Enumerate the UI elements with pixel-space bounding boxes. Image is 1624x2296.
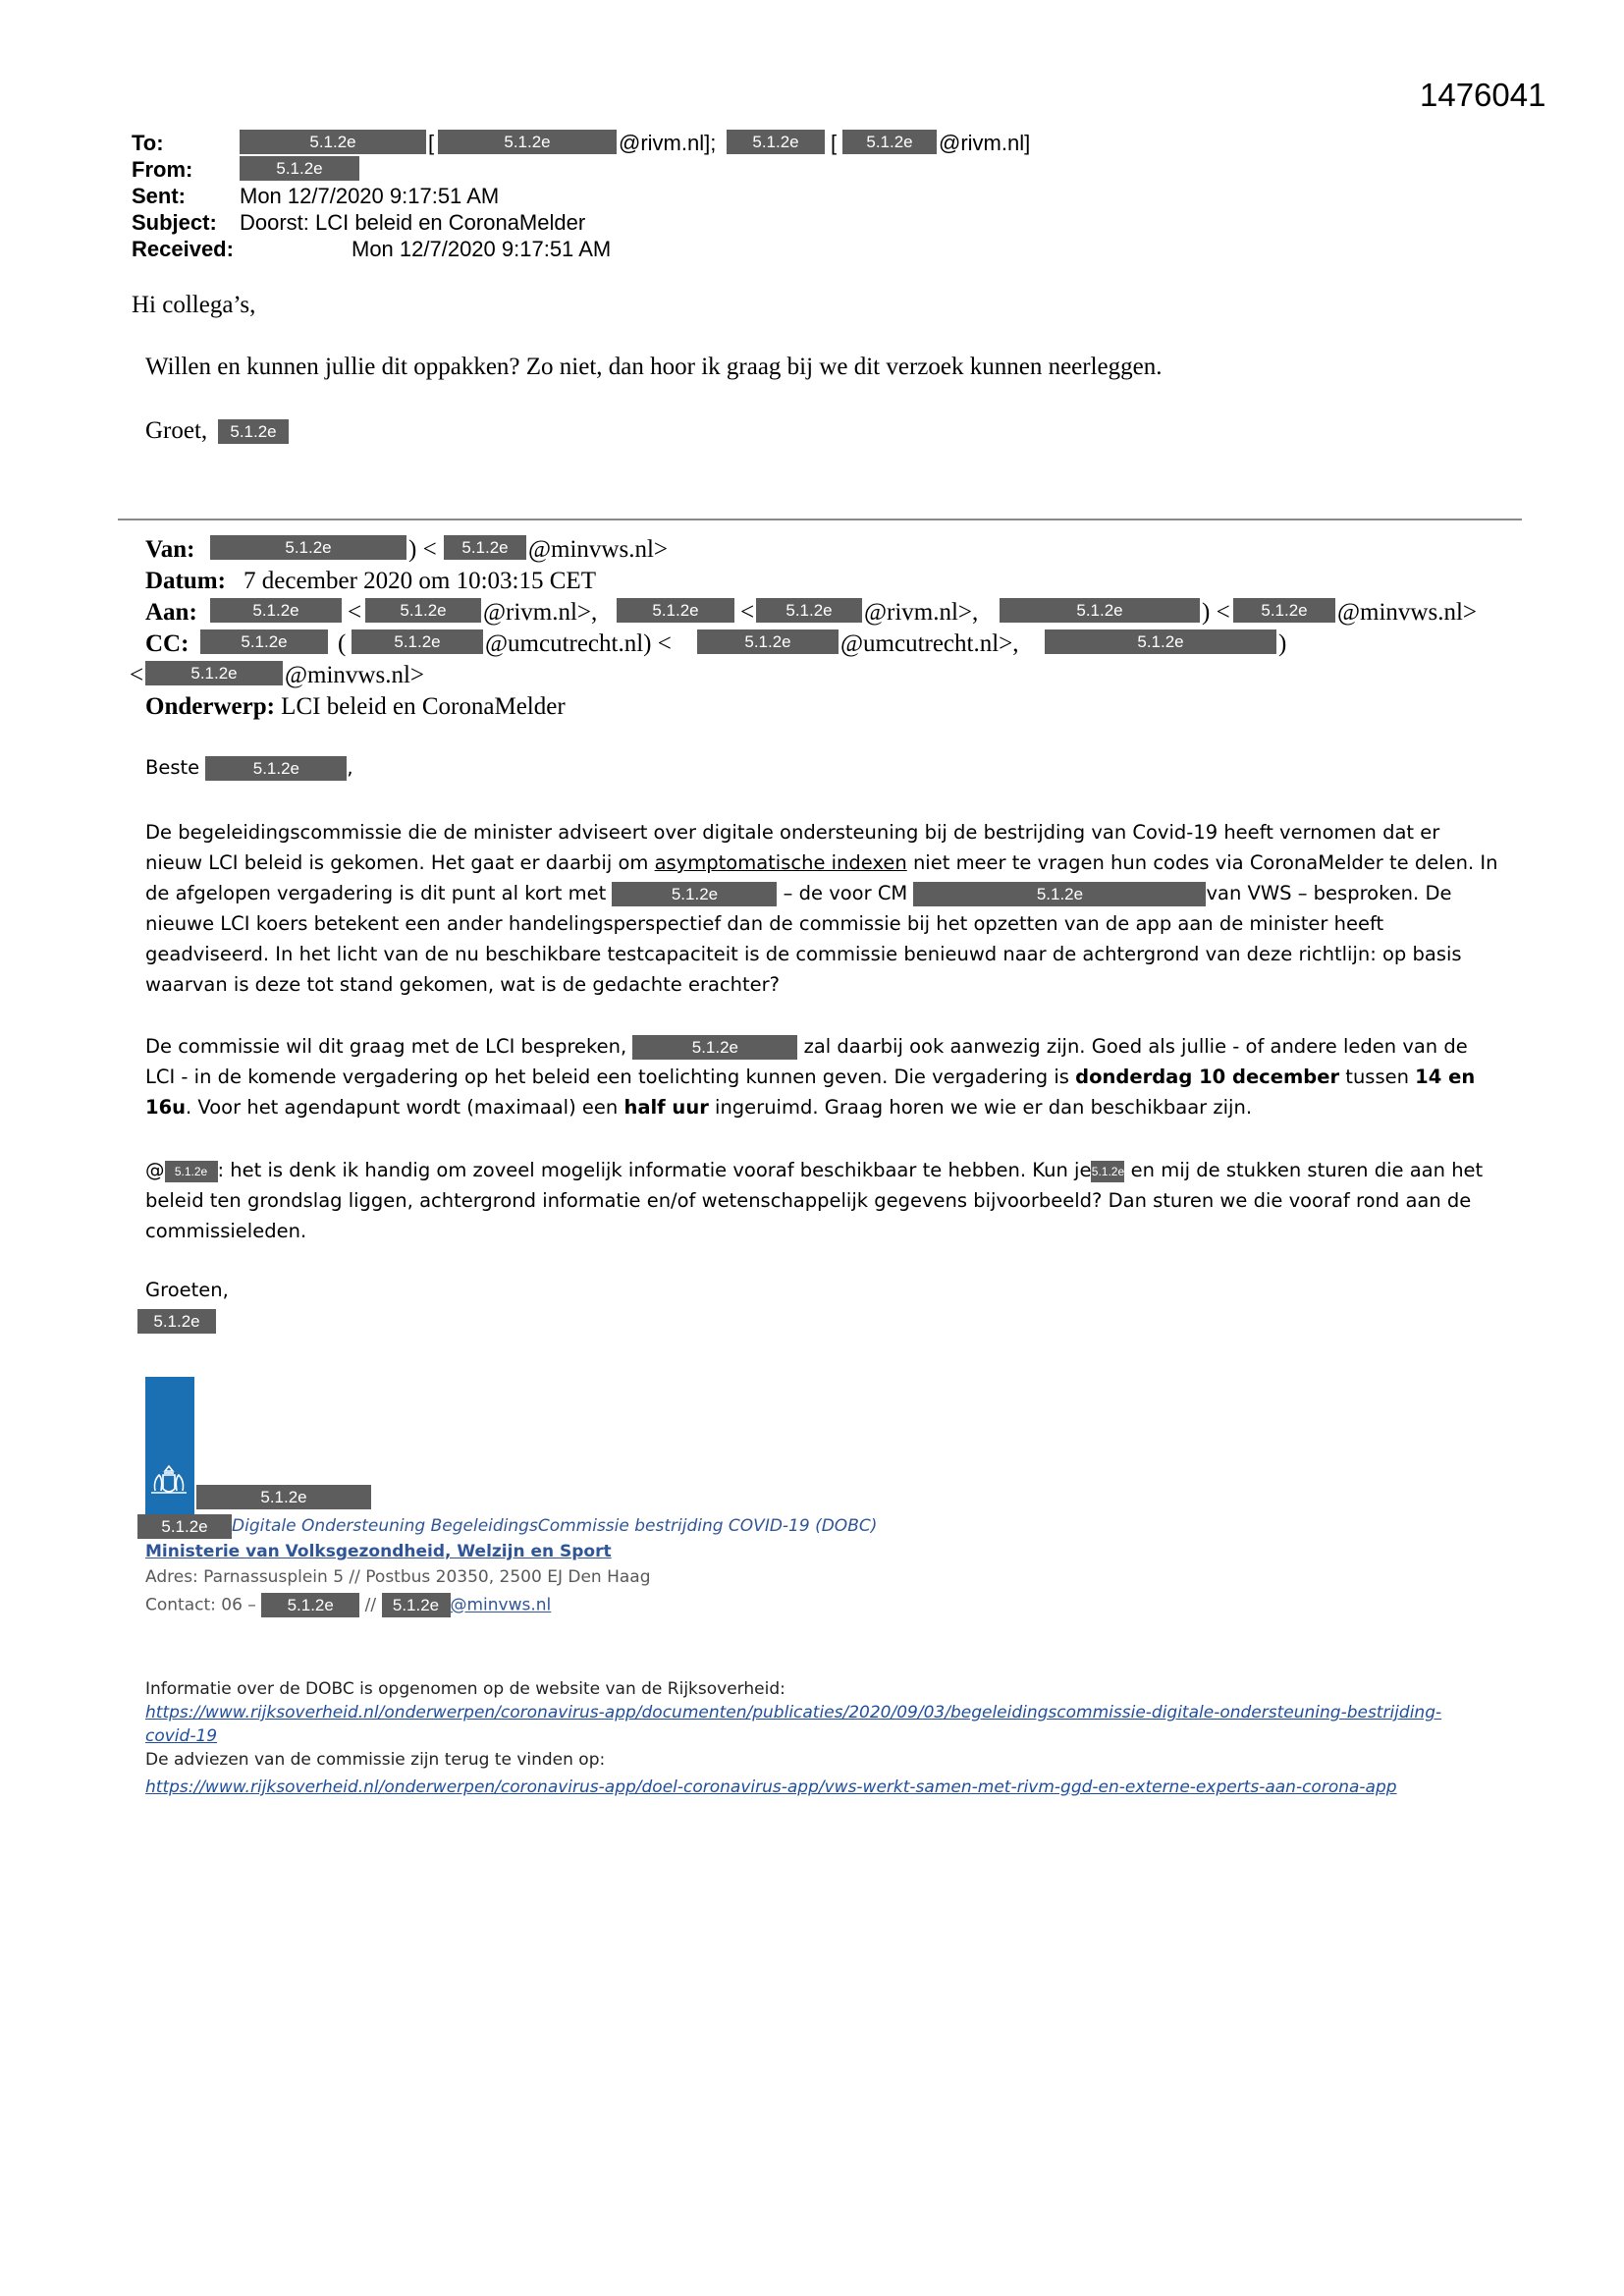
redaction-block: 5.1.2e [137, 1309, 216, 1334]
redaction-block: 5.1.2e [1233, 598, 1335, 623]
header-sent-value: Mon 12/7/2020 9:17:51 AM [240, 184, 500, 208]
contact-email-link[interactable]: @minvws.nl [450, 1595, 552, 1615]
forward-body: Willen en kunnen jullie dit oppakken? Zo niet, dan hoor ik graag bij we dit verzoek kunnen neerleggen. [145, 354, 1163, 380]
orig-van-label: Van: [145, 536, 195, 563]
orig-datum-value: 7 december 2020 om 10:03:15 CET [244, 568, 596, 594]
header-to-domain: @rivm.nl] [939, 131, 1031, 155]
salutation: Beste 5.1.2e , [145, 756, 353, 779]
redaction-block: 5.1.2e [444, 535, 526, 560]
footer-info-link[interactable]: https://www.rijksoverheid.nl/onderwerpen/coronavirus-app/documenten/publicaties/2020/09/03/begeleidingscommissie-digitale-ondersteuning-bestrijding- [145, 1703, 1442, 1722]
redaction-block: 5.1.2e [913, 882, 1206, 906]
redaction-block: 5.1.2e [352, 629, 483, 654]
redaction-block: 5.1.2e [697, 629, 839, 654]
orig-cc: CC: [145, 630, 189, 657]
orig-cc-paren: ( [338, 630, 347, 657]
orig-aan-lt: < [348, 599, 362, 626]
redaction-block: 5.1.2e [1000, 598, 1200, 623]
separator-line [118, 519, 1522, 520]
redaction-block: 5.1.2e [210, 535, 406, 560]
redaction-block: 5.1.2e [756, 598, 862, 623]
redaction-block: 5.1.2e [218, 419, 289, 444]
orig-aan-rivm: @rivm.nl>, [483, 599, 598, 626]
redaction-block: 5.1.2e [612, 882, 777, 906]
orig-cc2-domain: @minvws.nl> [285, 662, 424, 688]
redaction-block: 5.1.2e [365, 598, 481, 623]
orig-cc-paren: ) [1278, 630, 1287, 657]
redaction-block: 5.1.2e [196, 1485, 371, 1509]
orig-cc-umc: @umcutrecht.nl) < [485, 630, 672, 657]
redaction-block: 5.1.2e [240, 130, 426, 154]
redaction-block: 5.1.2e [137, 1514, 232, 1539]
redaction-block: 5.1.2e [1045, 629, 1276, 654]
footer-info-text: Informatie over de DOBC is opgenomen op de website van de Rijksoverheid: [145, 1679, 785, 1699]
redaction-block: 5.1.2e [240, 156, 359, 181]
orig-cc2-lt: < [130, 662, 144, 688]
orig-cc-umc: @umcutrecht.nl>, [840, 630, 1019, 657]
header-to-label: To: [132, 131, 164, 155]
orig-aan-rivm: @rivm.nl>, [864, 599, 979, 626]
message-paragraph-2: De commissie wil dit graag met de LCI bespreken, 5.1.2e zal daarbij ook aanwezig zijn. Goed als jullie - of andere leden van de LCI - in de komende vergadering op het beleid een toelichting kunnen geven. Die vergadering is donderdag 10 december tussen 14 en 16u. Voor het agendapunt wordt (maximaal) een half uur ingeruimd. Graag horen we wie er dan beschikbaar zijn. [145, 1035, 1476, 1119]
orig-aan-minvws: @minvws.nl> [1337, 599, 1477, 626]
header-subject: Subject: [132, 210, 217, 235]
redaction-block: 5.1.2e [1091, 1161, 1124, 1182]
footer-advice-text: De adviezen van de commissie zijn terug te vinden op: [145, 1750, 606, 1770]
redaction-block: 5.1.2e [842, 130, 937, 154]
footer-info-link-cont[interactable]: covid-19 [145, 1726, 218, 1746]
forward-closing: Groet, [145, 417, 208, 444]
document-id: 1476041 [1420, 77, 1546, 113]
orig-van-domain: @minvws.nl> [528, 536, 668, 563]
header-sent: Sent: [132, 184, 186, 208]
orig-onderwerp: Onderwerp: LCI beleid en CoronaMelder [145, 693, 566, 720]
signature-contact: Contact: 06 – 5.1.2e // 5.1.2e @minvws.nl [145, 1593, 551, 1617]
message-paragraph-3: @ 5.1.2e : het is denk ik handig om zoveel mogelijk informatie vooraf beschikbaar te hebben. Kun je5.1.2e en mij de stukken sturen die aan het beleid ten grondslag liggen, achtergrond informatie en/of wetenschappelijk gegevens bijvoorbeeld? Dan sturen we die vooraf rond aan de commissieleden. [145, 1159, 1484, 1242]
header-to-domain: @rivm.nl]; [619, 131, 717, 155]
redaction-block: 5.1.2e [382, 1593, 451, 1617]
redaction-block: 5.1.2e [261, 1593, 359, 1617]
footer-advice-link[interactable]: https://www.rijksoverheid.nl/onderwerpen/coronavirus-app/doel-coronavirus-app/vws-werkt-samen-met-rivm-ggd-en-externe-experts-aan-corona-app [145, 1777, 1397, 1797]
signature-committee: Digitale Ondersteuning BegeleidingsCommissie bestrijding COVID-19 (DOBC) [232, 1516, 878, 1536]
header-received: Received: [132, 237, 234, 261]
redaction-block: 5.1.2e [727, 130, 825, 154]
signature-address: Adres: Parnassusplein 5 // Postbus 20350, 2500 EJ Den Haag [145, 1567, 651, 1587]
orig-aan-lt: < [740, 599, 755, 626]
forward-greeting: Hi collega’s, [132, 292, 256, 318]
header-subject-value: Doorst: LCI beleid en CoronaMelder [240, 210, 586, 235]
redaction-block: 5.1.2e [617, 598, 734, 623]
redaction-block: 5.1.2e [632, 1035, 797, 1060]
header-to-bracket: [ [831, 131, 838, 155]
header-to-bracket: [ [428, 131, 435, 155]
redaction-block: 5.1.2e [145, 661, 283, 685]
closing: Groeten, [145, 1279, 229, 1301]
redaction-block: 5.1.2e [438, 130, 617, 154]
message-paragraph-1: De begeleidingscommissie die de minister adviseert over digitale ondersteuning bij de bestrijding van Covid-19 heeft vernomen dat er nieuw LCI beleid is gekomen. Het gaat er daarbij om asymptomatische indexen niet meer te vragen hun codes via CoronaMelder te delen. In de afgelopen vergadering is dit punt al kort met 5.1.2e – de voor CM 5.1.2e van VWS – besproken. De nieuwe LCI koers betekent een ander handelingsperspectief dan de commissie bij het opzetten van de app aan de minister heeft geadviseerd. In het licht van de nu beschikbare testcapaciteit is de commissie benieuwd naar de achtergrond van deze richtlijn: op basis waarvan is deze tot stand gekomen, wat is de gedachte erachter? [145, 821, 1498, 996]
orig-datum: Datum: [145, 568, 226, 594]
orig-aan: Aan: [145, 599, 197, 626]
redaction-block: 5.1.2e [210, 598, 342, 623]
orig-van-sep: ) < [408, 536, 437, 563]
header-from-label: From: [132, 157, 193, 182]
redaction-block: 5.1.2e [205, 756, 347, 781]
header-received-value: Mon 12/7/2020 9:17:51 AM [352, 237, 612, 261]
redaction-block: 5.1.2e [200, 629, 328, 654]
signature-ministry[interactable]: Ministerie van Volksgezondheid, Welzijn en Sport [145, 1542, 612, 1561]
orig-aan-paren: ) < [1202, 599, 1230, 626]
crest-icon [147, 1463, 190, 1497]
redaction-block: 5.1.2e [165, 1161, 218, 1182]
